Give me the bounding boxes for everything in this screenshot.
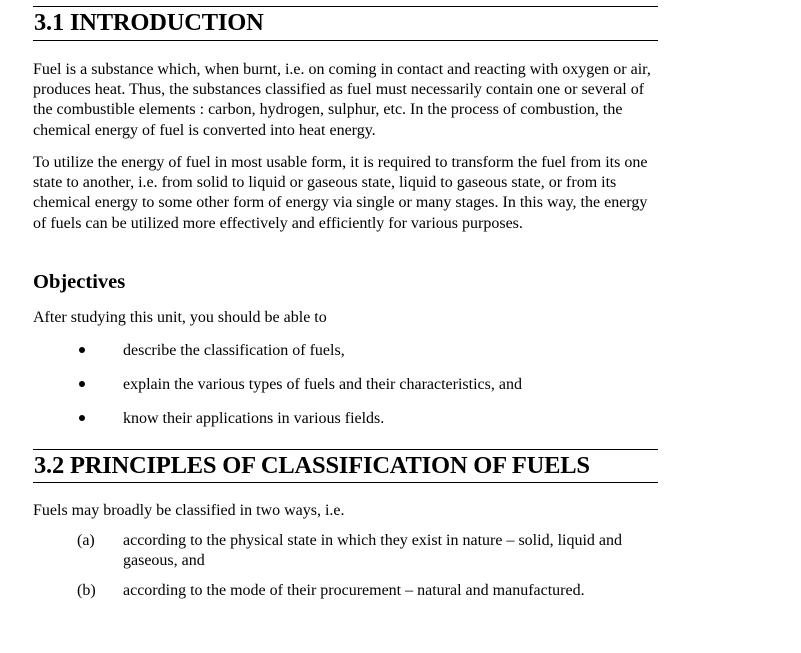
section-title: 3.1 INTRODUCTION: [34, 9, 264, 36]
list-item: [33, 531, 658, 581]
list-item: [33, 375, 658, 409]
classification-lead: Fuels may broadly be classified in two ways, i.e.: [33, 502, 345, 519]
list-item: [33, 409, 658, 443]
list-item-text: explain the various types of fuels and their characteristics, and: [123, 376, 522, 393]
list-item-label: (b): [77, 582, 96, 599]
objectives-list: [33, 341, 658, 443]
list-item: [33, 581, 658, 605]
list-item: [33, 341, 658, 375]
section-title: 3.2 PRINCIPLES OF CLASSIFICATION OF FUELS: [34, 452, 590, 479]
intro-paragraph-2: To utilize the energy of fuel in most usable form, it is required to transform the fuel from its one state to another, i.e. from solid to liquid or gaseous state, liquid to gaseous state, or from its chemical energy to some other form of energy via single or many stages. In this way, the energy of fuels can be utilized more effectively and efficiently for various purposes.: [33, 154, 648, 232]
objectives-heading: Objectives: [33, 271, 126, 293]
list-item-label: (a): [77, 532, 95, 549]
bullet-icon: [79, 381, 85, 387]
list-item-text: know their applications in various fields.: [123, 410, 385, 427]
section-heading-introduction: [33, 6, 658, 41]
intro-paragraph-1: Fuel is a substance which, when burnt, i.e. on coming in contact and reacting with oxygen or air, produces heat. Thus, the substances classified as fuel must necessarily contain one or several of the combustible elements : carbon, hydrogen, sulphur, etc. In the process of combustion, the chemical energy of fuel is converted into heat energy.: [33, 61, 651, 139]
classification-list: [33, 531, 658, 605]
bullet-icon: [79, 415, 85, 421]
bullet-icon: [79, 347, 85, 353]
objectives-lead: After studying this unit, you should be able to: [33, 309, 327, 326]
list-item-text: according to the physical state in which they exist in nature – solid, liquid and gaseous, and: [123, 532, 622, 569]
section-heading-classification: [33, 449, 658, 483]
list-item-text: describe the classification of fuels,: [123, 342, 345, 359]
list-item-text: according to the mode of their procurement – natural and manufactured.: [123, 582, 585, 599]
